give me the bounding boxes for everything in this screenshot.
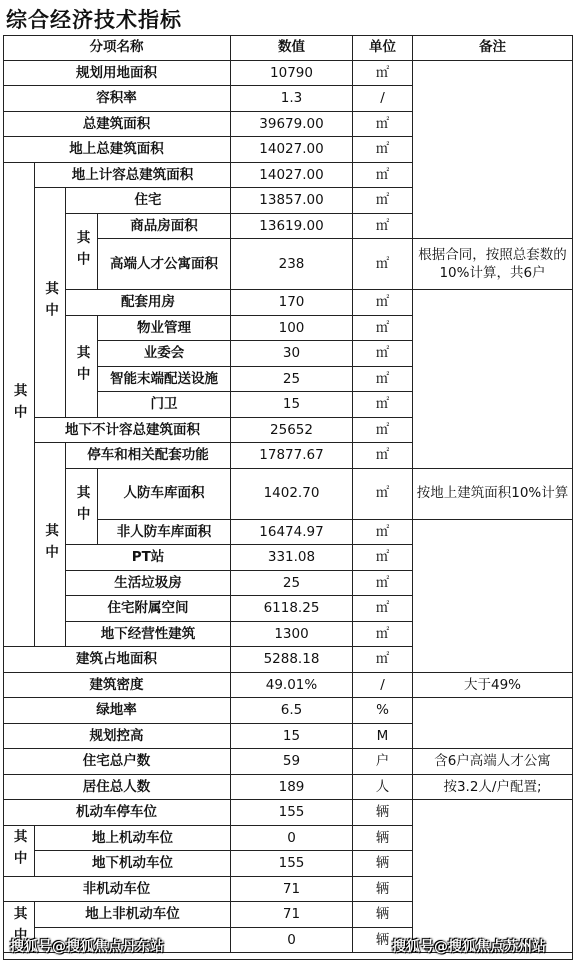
row-unit: 辆 [353, 877, 413, 903]
row-unit: ㎡ [353, 443, 413, 469]
row-value: 71 [231, 877, 353, 903]
row-unit: ㎡ [353, 647, 413, 673]
row-name: 停车和相关配套功能 [66, 443, 231, 469]
row-value: 10790 [231, 61, 353, 87]
row-value: 15 [231, 724, 353, 750]
row-unit: ㎡ [353, 163, 413, 189]
row-unit: ㎡ [353, 392, 413, 418]
row-name: 地上计容总建筑面积 [35, 163, 231, 189]
row-value: 6118.25 [231, 596, 353, 622]
row-value: 189 [231, 775, 353, 801]
row-name: 物业管理 [98, 316, 231, 342]
row-name: 居住总人数 [3, 775, 231, 801]
row-value: 14027.00 [231, 163, 353, 189]
row-value: 155 [231, 851, 353, 877]
row-name: 地上总建筑面积 [3, 137, 231, 163]
row-value: 39679.00 [231, 112, 353, 138]
row-name: 地下经营性建筑 [66, 622, 231, 648]
row-unit: ㎡ [353, 341, 413, 367]
row-name: 门卫 [98, 392, 231, 418]
row-name: 非机动车位 [3, 877, 231, 903]
row-name: 住宅附属空间 [66, 596, 231, 622]
remark-empty [413, 290, 573, 469]
remark-talent-apartment: 根据合同，按照总套数的10%计算，共6户 [413, 239, 573, 290]
group-label-qizhong: 其中 [3, 826, 35, 877]
row-value: 331.08 [231, 545, 353, 571]
row-value: 59 [231, 749, 353, 775]
group-label-qizhong: 其中 [66, 214, 98, 291]
row-name: 规划控高 [3, 724, 231, 750]
remark-empty-top [413, 61, 573, 240]
row-unit: ㎡ [353, 367, 413, 393]
row-name: PT站 [66, 545, 231, 571]
indicator-table [3, 35, 573, 960]
header-remark: 备注 [413, 35, 573, 61]
remark-density: 大于49% [413, 673, 573, 699]
row-unit: ㎡ [353, 137, 413, 163]
row-name: 地下不计容总建筑面积 [35, 418, 231, 444]
row-value: 17877.67 [231, 443, 353, 469]
row-value: 13857.00 [231, 188, 353, 214]
row-value: 49.01% [231, 673, 353, 699]
row-name: 商品房面积 [98, 214, 231, 240]
remark-population: 按3.2人/户配置; [413, 775, 573, 801]
row-value: 16474.97 [231, 520, 353, 546]
row-value: 14027.00 [231, 137, 353, 163]
row-unit: % [353, 698, 413, 724]
row-unit: ㎡ [353, 545, 413, 571]
row-value: 13619.00 [231, 214, 353, 240]
row-unit: 人 [353, 775, 413, 801]
header-value: 数值 [231, 35, 353, 61]
row-unit: / [353, 86, 413, 112]
row-unit: ㎡ [353, 622, 413, 648]
row-name: 规划用地面积 [3, 61, 231, 87]
row-unit: ㎡ [353, 290, 413, 316]
remark-empty [413, 698, 573, 749]
remark-households: 含6户高端人才公寓 [413, 749, 573, 775]
group-label-qizhong: 其中 [66, 469, 98, 546]
row-unit: M [353, 724, 413, 750]
row-unit: / [353, 673, 413, 699]
row-unit: 辆 [353, 800, 413, 826]
row-unit: ㎡ [353, 571, 413, 597]
row-name: 智能末端配送设施 [98, 367, 231, 393]
row-name: 机动车停车位 [3, 800, 231, 826]
row-value: 155 [231, 800, 353, 826]
header-item-name: 分项名称 [3, 35, 231, 61]
row-unit: ㎡ [353, 61, 413, 87]
row-value: 0 [231, 826, 353, 852]
remark-civil-defense: 按地上建筑面积10%计算 [413, 469, 573, 520]
row-name: 高端人才公寓面积 [98, 239, 231, 290]
group-label-qizhong: 其中 [3, 163, 35, 648]
watermark-left: 搜狐号@搜狐焦点丹东站 [10, 939, 164, 955]
row-unit: ㎡ [353, 239, 413, 290]
row-unit: ㎡ [353, 316, 413, 342]
row-value: 15 [231, 392, 353, 418]
remark-empty [413, 520, 573, 673]
row-unit: ㎡ [353, 596, 413, 622]
page-title: 综合经济技术指标 [6, 8, 182, 32]
group-label-qizhong: 其中 [35, 188, 66, 418]
row-unit: ㎡ [353, 469, 413, 520]
row-name: 总建筑面积 [3, 112, 231, 138]
row-value: 1.3 [231, 86, 353, 112]
row-unit: 辆 [353, 928, 413, 954]
row-name: 地下机动车位 [35, 851, 231, 877]
row-value: 25 [231, 571, 353, 597]
row-unit: 户 [353, 749, 413, 775]
group-label-qizhong: 其中 [66, 316, 98, 418]
row-value: 71 [231, 902, 353, 928]
row-name: 生活垃圾房 [66, 571, 231, 597]
row-value: 25 [231, 367, 353, 393]
remark-empty-bottom [413, 800, 573, 953]
row-unit: 辆 [353, 902, 413, 928]
group-label-qizhong: 其中 [3, 902, 35, 953]
group-label-qizhong: 其中 [35, 443, 66, 647]
row-name: 非人防车库面积 [98, 520, 231, 546]
row-value: 238 [231, 239, 353, 290]
row-unit: 辆 [353, 851, 413, 877]
row-name: 地上非机动车位 [35, 902, 231, 928]
row-value: 30 [231, 341, 353, 367]
row-value: 1402.70 [231, 469, 353, 520]
row-value: 100 [231, 316, 353, 342]
row-value: 25652 [231, 418, 353, 444]
watermark-right: 搜狐号@搜狐焦点苏州站 [392, 939, 546, 955]
row-unit: ㎡ [353, 214, 413, 240]
row-unit: 辆 [353, 826, 413, 852]
row-value: 1300 [231, 622, 353, 648]
row-value: 0 [231, 928, 353, 954]
row-name: 建筑密度 [3, 673, 231, 699]
row-name: 住宅总户数 [3, 749, 231, 775]
row-value: 170 [231, 290, 353, 316]
row-unit: ㎡ [353, 520, 413, 546]
row-name: 配套用房 [66, 290, 231, 316]
row-name: 容积率 [3, 86, 231, 112]
row-name: 绿地率 [3, 698, 231, 724]
row-value: 6.5 [231, 698, 353, 724]
row-name: 业委会 [98, 341, 231, 367]
row-unit: ㎡ [353, 188, 413, 214]
header-unit: 单位 [353, 35, 413, 61]
row-value: 5288.18 [231, 647, 353, 673]
row-name: 住宅 [66, 188, 231, 214]
row-name: 人防车库面积 [98, 469, 231, 520]
row-unit: ㎡ [353, 418, 413, 444]
row-name: 建筑占地面积 [3, 647, 231, 673]
row-name: 地上机动车位 [35, 826, 231, 852]
row-unit: ㎡ [353, 112, 413, 138]
